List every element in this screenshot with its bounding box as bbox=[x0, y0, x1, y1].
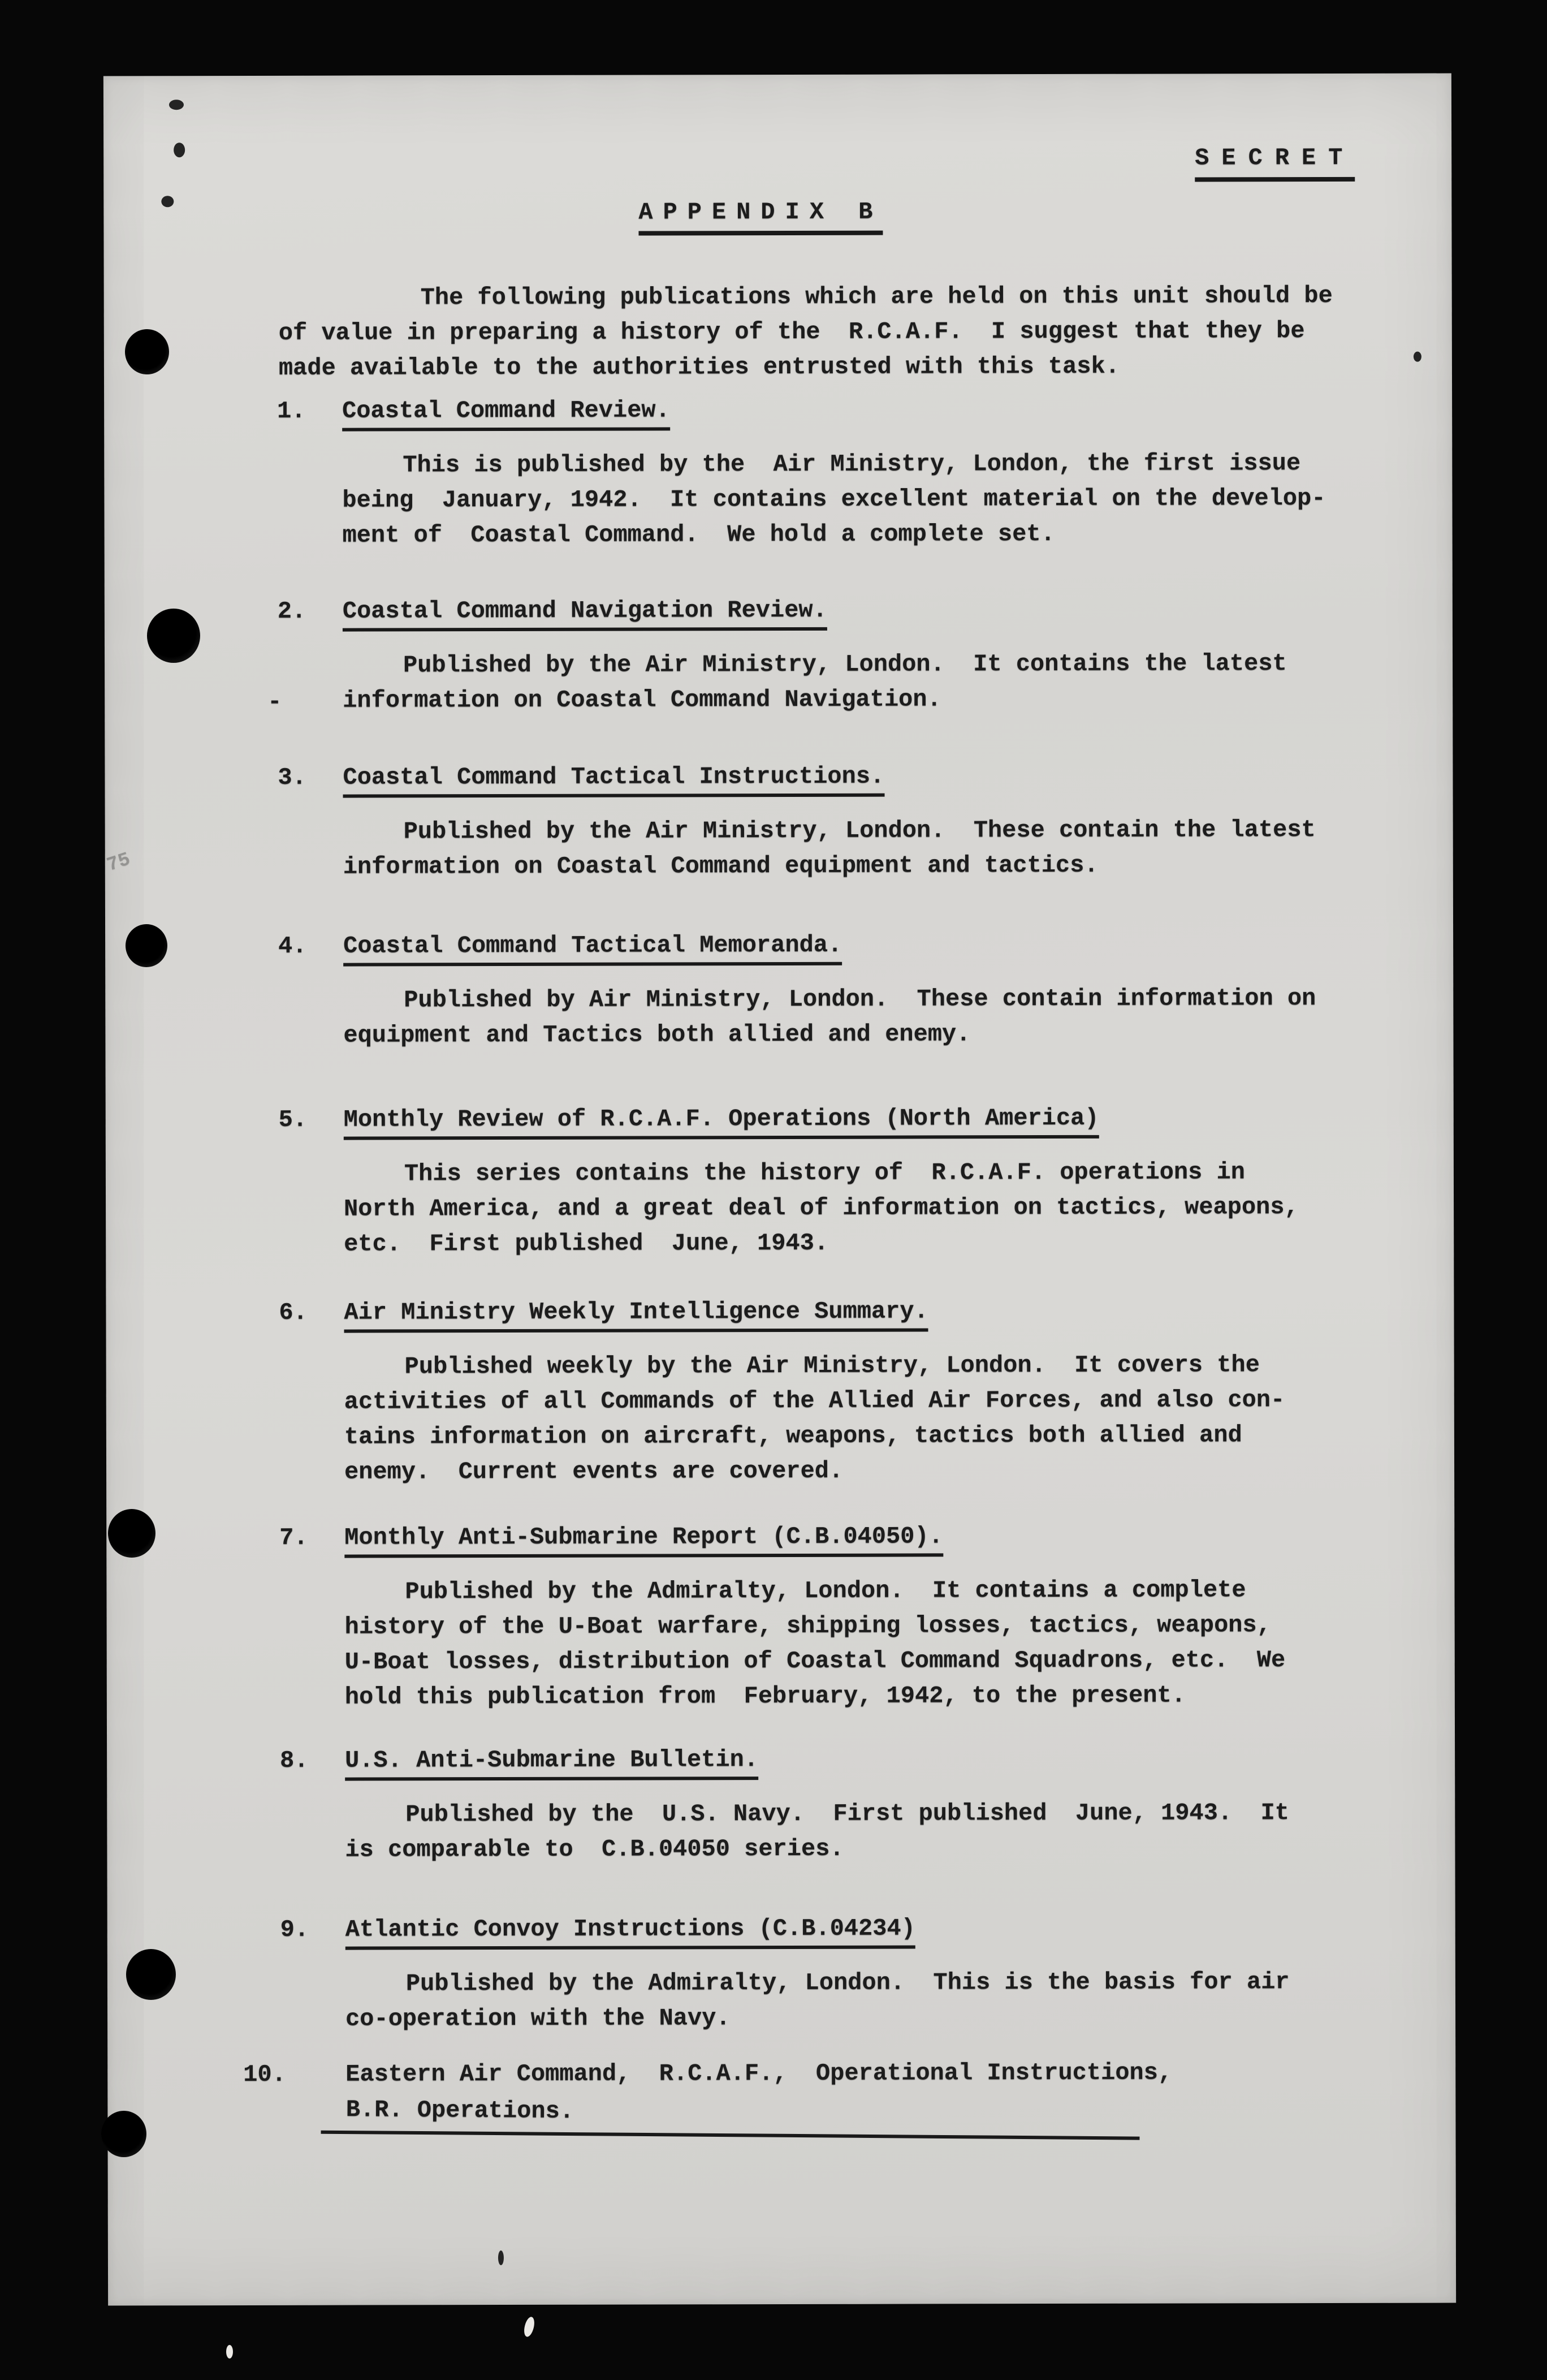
margin-dash-mark: - bbox=[267, 688, 282, 715]
dust-speck bbox=[226, 2345, 233, 2359]
list-item bbox=[279, 1293, 1405, 1490]
item-number: 9. bbox=[280, 1916, 309, 1943]
item-title-line2 bbox=[345, 2090, 1368, 2134]
list-item bbox=[279, 1518, 1405, 1715]
list-item bbox=[278, 926, 1403, 1053]
list-item bbox=[279, 1100, 1405, 1262]
intro-paragraph: The following publications which are held on this unit should be of value in preparing a history of the R.C.A.F. I suggest that they be made available to the authorities entrusted with this task. bbox=[278, 282, 1333, 382]
punch-hole bbox=[125, 329, 169, 374]
item-content bbox=[345, 1910, 1406, 2037]
item-title-text: Air Ministry Weekly Intelligence Summary. bbox=[344, 1297, 928, 1333]
item-title-text: Coastal Command Navigation Review. bbox=[343, 597, 827, 632]
document-page bbox=[103, 74, 1456, 2306]
item-number: 4. bbox=[278, 932, 307, 960]
item-title bbox=[345, 1741, 1405, 1778]
ink-speck bbox=[1414, 352, 1421, 362]
item-body: Published by Air Ministry, London. These contain information on equipment and Tactics both allied and enemy. bbox=[343, 985, 1316, 1049]
item-number: 3. bbox=[278, 764, 306, 791]
item-title bbox=[342, 391, 1402, 429]
pencil-mark: 75 bbox=[104, 849, 133, 877]
list-item bbox=[278, 758, 1403, 885]
item-body: This is published by the Air Ministry, London, the first issue being January, 1942. It contains excellent material on the develop- ment of Coastal Command. We hold a complete set. bbox=[342, 450, 1326, 549]
item-number: 7. bbox=[279, 1524, 308, 1551]
ink-speck bbox=[174, 143, 185, 157]
item-content bbox=[342, 391, 1403, 553]
ink-speck bbox=[169, 100, 184, 110]
item-title-text: Monthly Review of R.C.A.F. Operations (North America) bbox=[344, 1105, 1099, 1140]
item-content bbox=[344, 1518, 1405, 1715]
classification-stamp bbox=[1195, 140, 1355, 176]
classification-text: SECRET bbox=[1195, 144, 1355, 182]
item-body: Published weekly by the Air Ministry, London. It covers the activities of all Commands of the Allied Air Forces, and also con- tains information on aircraft, weapons, tactics both allied and enemy. Current events are covered. bbox=[344, 1351, 1285, 1486]
list-item bbox=[280, 1741, 1405, 1868]
item-content bbox=[344, 1100, 1405, 1262]
item-content bbox=[345, 2055, 1368, 2134]
item-number: 8. bbox=[280, 1747, 309, 1774]
item-title-text: Monthly Anti-Submarine Report (C.B.04050). bbox=[344, 1523, 943, 1558]
page-title bbox=[638, 195, 883, 230]
list-item bbox=[280, 1910, 1406, 2037]
item-title bbox=[344, 1293, 1404, 1330]
item-body: This series contains the history of R.C.A.F. operations in North America, and a great deal of information on tactics, weapons, etc. First published June, 1943. bbox=[344, 1158, 1299, 1258]
item-title bbox=[343, 758, 1403, 795]
item-title-text: B.R. Operations. bbox=[321, 2092, 1140, 2140]
item-title-text: U.S. Anti-Submarine Bulletin. bbox=[345, 1746, 758, 1781]
item-content bbox=[343, 926, 1403, 1053]
item-title bbox=[344, 1100, 1404, 1137]
item-title-text: Atlantic Convoy Instructions (C.B.04234) bbox=[345, 1915, 915, 1950]
ink-speck bbox=[498, 2250, 504, 2265]
item-content bbox=[343, 592, 1403, 718]
punch-hole bbox=[108, 1509, 155, 1558]
item-body: Published by the Admiralty, London. It contains a complete history of the U-Boat warfare, shipping losses, tactics, weapons, U-Boat losses, distribution of Coastal Command Squadrons, etc. We hold this publication from February, 1942, to the present. bbox=[344, 1576, 1286, 1711]
item-body: Published by the Air Ministry, London. It contains the latest information on Coastal Command Navigation. bbox=[343, 650, 1287, 714]
item-title bbox=[343, 926, 1403, 964]
punch-hole bbox=[126, 1949, 176, 2000]
item-title bbox=[344, 1518, 1405, 1555]
item-number: 2. bbox=[277, 597, 306, 625]
punch-hole bbox=[101, 2111, 146, 2157]
item-number: 6. bbox=[279, 1299, 308, 1326]
item-content bbox=[345, 1741, 1405, 1868]
item-title bbox=[343, 592, 1403, 629]
item-number: 1. bbox=[277, 397, 306, 425]
punch-hole bbox=[126, 924, 167, 967]
item-content bbox=[344, 1293, 1405, 1490]
list-item bbox=[243, 2055, 1368, 2134]
item-body: Published by the U.S. Navy. First published June, 1943. It is comparable to C.B.04050 series. bbox=[345, 1799, 1290, 1864]
item-body: Published by the Air Ministry, London. These contain the latest information on Coastal Command equipment and tactics. bbox=[343, 816, 1316, 881]
item-number: 5. bbox=[278, 1106, 308, 1133]
list-item bbox=[278, 592, 1403, 718]
item-title-line1: Eastern Air Command, R.C.A.F., Operational Instructions, bbox=[345, 2059, 1173, 2088]
item-title-text: Coastal Command Tactical Instructions. bbox=[343, 763, 884, 798]
item-title-text: Coastal Command Tactical Memoranda. bbox=[343, 932, 842, 967]
item-title-text: Coastal Command Review. bbox=[342, 396, 670, 431]
ink-speck bbox=[161, 196, 174, 207]
item-content bbox=[343, 758, 1403, 885]
page-title-text: APPENDIX B bbox=[638, 199, 883, 236]
dust-speck bbox=[522, 2316, 536, 2338]
item-title bbox=[345, 1910, 1406, 1947]
item-body: Published by the Admiralty, London. This is the basis for air co-operation with the Navy. bbox=[345, 1968, 1290, 2033]
list-item bbox=[277, 391, 1403, 553]
item-number: 10. bbox=[243, 2060, 286, 2088]
punch-hole bbox=[147, 609, 200, 663]
